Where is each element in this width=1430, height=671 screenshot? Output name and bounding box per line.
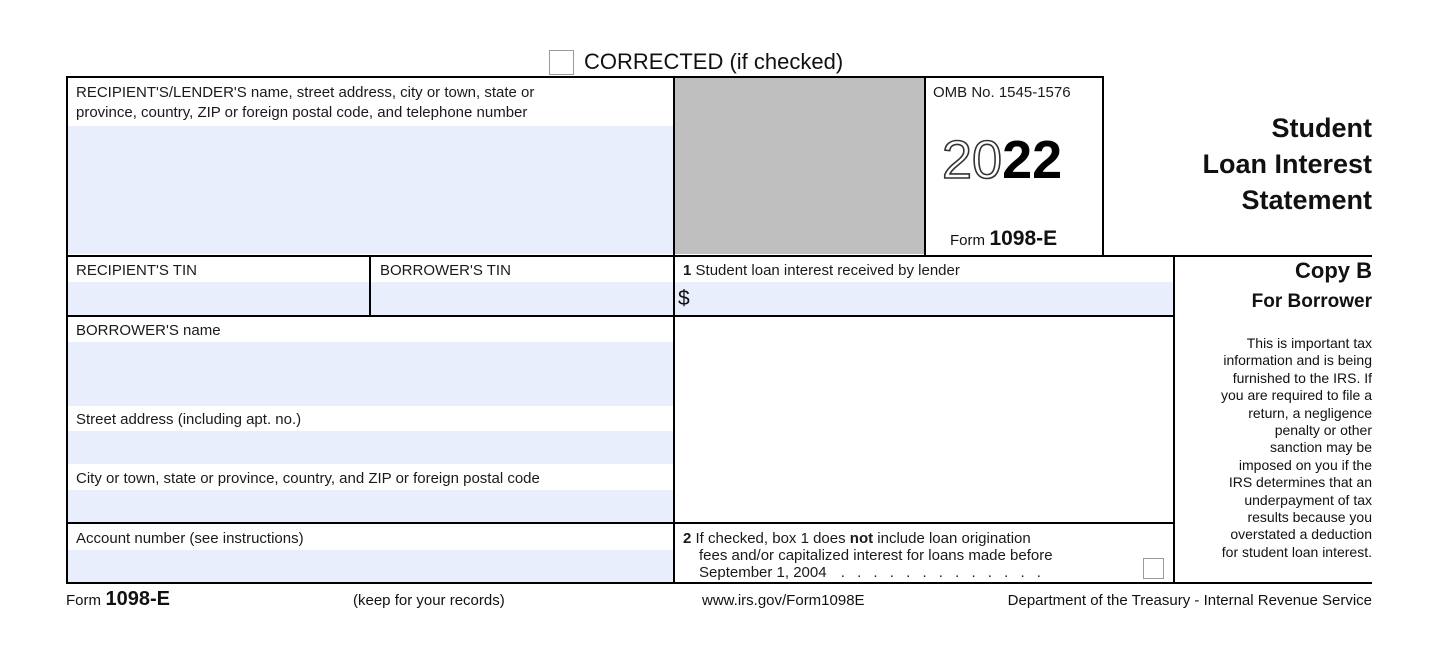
footer-form-number: 1098-E — [105, 588, 170, 610]
recipient-name-label-2: province, country, ZIP or foreign postal code, and telephone number — [76, 104, 528, 121]
divider-h-523 — [66, 522, 1174, 524]
notice-line: return, a negligence — [1248, 404, 1372, 421]
borrower-name-field[interactable] — [68, 342, 673, 406]
borrower-city-label: City or town, state or province, country, and ZIP or foreign postal code — [76, 470, 540, 487]
footer-form-prefix: Form — [66, 592, 101, 609]
box2-line-2: fees and/or capitalized interest for loans made before — [699, 547, 1053, 564]
box2-number: 2 — [683, 530, 692, 547]
title-line-2: Loan Interest — [1202, 149, 1372, 179]
notice-line: This is important tax — [1246, 335, 1372, 351]
title-line-1: Student — [1271, 113, 1372, 143]
copy-subtitle: For Borrower — [1251, 291, 1372, 312]
form-title — [1202, 110, 1372, 218]
box2-text-bold: not — [849, 530, 874, 547]
borrower-city-field[interactable] — [68, 490, 673, 522]
notice-line: overstated a deduction — [1230, 526, 1372, 543]
box2-text — [683, 530, 1053, 581]
omb-number: OMB No. 1545-1576 — [933, 84, 1071, 101]
box1-number: 1 — [683, 262, 692, 279]
notice-line: you are required to file a — [1221, 387, 1372, 404]
footer-dept: Department of the Treasury - Internal Revenue Service — [1007, 592, 1372, 609]
notice-line: imposed on you if the — [1238, 456, 1372, 473]
corrected-label: CORRECTED (if checked) — [584, 49, 844, 74]
footer-keep: (keep for your records) — [353, 592, 505, 609]
notice-line: sanction may be — [1270, 439, 1372, 456]
form-id — [950, 227, 1057, 251]
form-top-border — [66, 76, 1104, 78]
divider-h-316 — [66, 315, 1174, 317]
gray-reserved-box — [675, 78, 924, 254]
box2-leader: . . . . . . . . . . . . . — [840, 564, 1045, 581]
recipient-name-field[interactable] — [68, 126, 673, 254]
borrower-name-label: BORROWER'S name — [76, 322, 221, 339]
borrower-street-field[interactable] — [68, 431, 673, 464]
borrower-tin-field[interactable] — [371, 282, 673, 315]
divider-v-673 — [673, 76, 675, 584]
box1-amount-field[interactable] — [675, 282, 1173, 315]
box1-currency: $ — [678, 287, 690, 310]
divider-v-924 — [924, 76, 926, 256]
corrected-checkbox[interactable] — [549, 50, 574, 75]
notice-line: penalty or other — [1274, 422, 1372, 439]
borrower-tin-label: BORROWER'S TIN — [380, 262, 511, 279]
form-bottom-border — [66, 582, 1372, 584]
notice-line: IRS determines that an — [1228, 474, 1372, 491]
recipient-tin-label: RECIPIENT'S TIN — [76, 262, 197, 279]
tax-year — [942, 130, 1062, 190]
box2-line-1 — [683, 530, 1053, 547]
irs-notice — [1221, 335, 1372, 561]
form-id-number: 1098-E — [989, 227, 1058, 250]
box1-label — [683, 262, 960, 280]
footer-url: www.irs.gov/Form1098E — [702, 592, 865, 609]
box2-text-b: include loan origination — [873, 530, 1031, 547]
notice-line: furnished to the IRS. If — [1232, 369, 1372, 386]
tax-year-outline: 20 — [942, 130, 1003, 190]
copy-title: Copy B — [1295, 258, 1372, 283]
box2-checkbox[interactable] — [1143, 558, 1164, 579]
divider-h-255 — [66, 255, 1372, 257]
account-number-label: Account number (see instructions) — [76, 530, 304, 547]
tax-year-bold: 22 — [1002, 130, 1063, 190]
box2-line-3 — [683, 564, 1053, 581]
notice-line: for student loan interest. — [1221, 543, 1372, 560]
notice-line: underpayment of tax — [1244, 491, 1372, 508]
notice-line: information and is being — [1223, 352, 1372, 369]
recipient-tin-field[interactable] — [68, 282, 369, 315]
title-line-3: Statement — [1241, 185, 1372, 215]
box1-text: Student loan interest received by lender — [695, 262, 960, 279]
divider-v-1103 — [1102, 76, 1104, 256]
box2-text-a: If checked, box 1 does — [695, 530, 850, 547]
divider-v-1174 — [1173, 256, 1175, 584]
borrower-street-label: Street address (including apt. no.) — [76, 411, 302, 428]
box2-line-3-text: September 1, 2004 — [699, 564, 827, 581]
recipient-name-label-1: RECIPIENT'S/LENDER'S name, street address, city or town, state or — [76, 84, 535, 101]
notice-line: results because you — [1247, 509, 1372, 526]
account-number-field[interactable] — [68, 550, 673, 582]
form-id-prefix: Form — [950, 232, 985, 249]
footer-form-id — [66, 588, 170, 611]
